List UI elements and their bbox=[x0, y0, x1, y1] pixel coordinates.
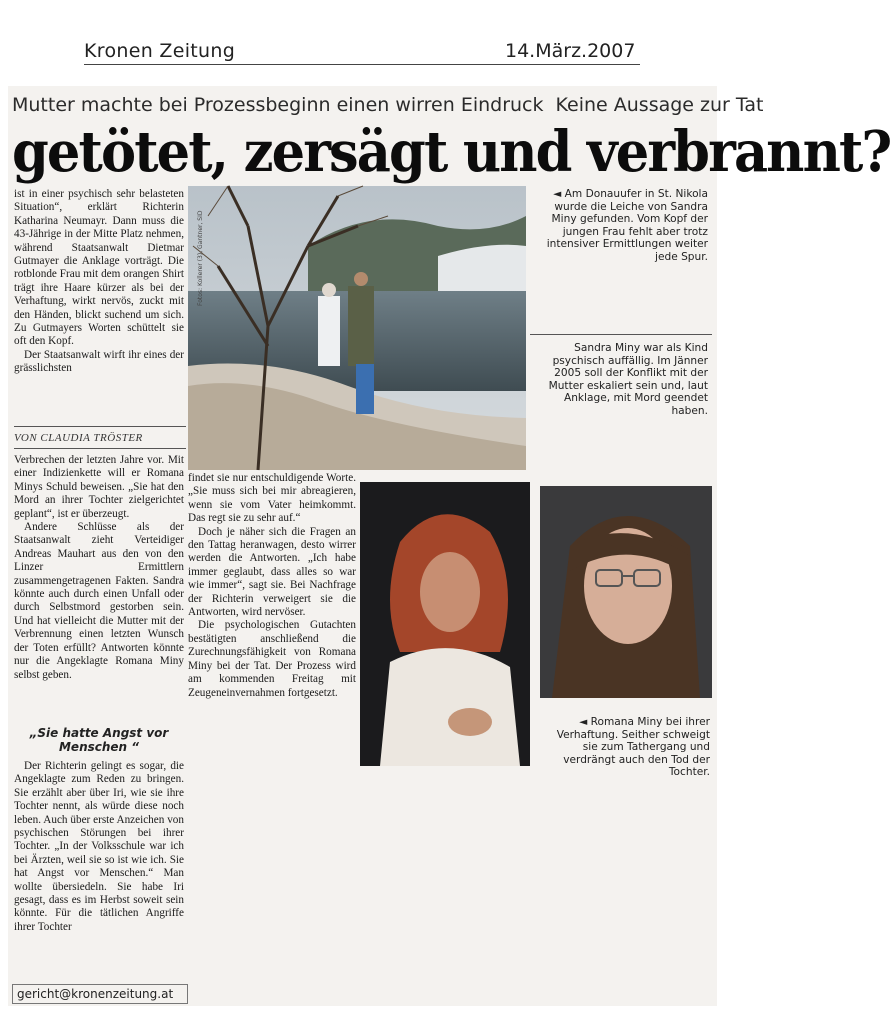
subheading: „Sie hatte Angst vor Menschen “ bbox=[29, 726, 169, 754]
article-column-1-bottom bbox=[14, 760, 184, 934]
article-column-2 bbox=[188, 472, 356, 700]
contact-email: gericht@kronenzeitung.at bbox=[12, 984, 188, 1004]
kicker-left: Mutter machte bei Prozessbeginn einen wirren Eindruck bbox=[12, 94, 544, 116]
paragraph: Der Richterin gelingt es sogar, die Angeklagte zum Reden zu bringen. Sie erzählt aber über Iri, wie sie ihre Tochter nennt, als würde diese noch leben. Auch über erste Anzeichen von psychischen Störungen bei ihrer Tochter. „In der Volksschule war ich bei Ärzten, weil sie so ist wie ich. Sie hat Angst vor Menschen.“ Man wollte übersiedeln. Sie habe Iri gesagt, dass es im Herbst soweit sein könnte. Für die tätlichen Angriffe ihrer Tochter bbox=[14, 760, 184, 933]
paragraph: Andere Schlüsse als der Staatsanwalt zieht Verteidiger Andreas Mauhart aus den von den Linzer Ermittlern zusammengetragenen Fakten. Sandra könnte auch durch einen Unfall oder durch Selbstmord gestorben sein. Und hat vielleicht die Mutter mit der Verbrennung einen letzten Wunsch der Toten erfüllt? Antworten könnte nur die Angeklagte Romana Miny selbst geben. bbox=[14, 521, 184, 681]
paragraph: Die psychologischen Gutachten bestätigten anschließend die Zurechnungsfähigkeit von Romana Miny bei der Tat. Der Prozess wird am kommenden Freitag mit Zeugeneinvernahmen fortgesetzt. bbox=[188, 619, 356, 699]
publication-date: 14.März.2007 bbox=[505, 40, 636, 62]
header-underline bbox=[84, 64, 640, 65]
photo-caption-mother: ◄ Romana Miny bei ihrer Verhaftung. Seither schweigt sie zum Tathergang und verdrängt auch den Tod der Tochter. bbox=[556, 716, 710, 779]
newspaper-name: Kronen Zeitung bbox=[84, 40, 236, 62]
photo-caption-daughter: Sandra Miny war als Kind psychisch auffällig. Im Jänner 2005 soll der Konflikt mit der Mutter eskaliert sein und, laut Anklage, mit Mord geendet haben. bbox=[548, 342, 708, 417]
byline: VON CLAUDIA TRÖSTER bbox=[14, 432, 143, 444]
article-column-1-top bbox=[14, 188, 184, 376]
article-kicker bbox=[12, 90, 764, 120]
paragraph: Verbrechen der letzten Jahre vor. Mit einer Indizienkette will er Romana Minys Schuld beweisen. „Sie hat den Mord an ihrer Tochter zielgerichtet geplant“, ist er überzeugt. bbox=[14, 454, 184, 520]
article-headline: getötet, zersägt und verbrannt? bbox=[12, 119, 890, 185]
daughter-photo bbox=[540, 486, 712, 698]
photo-credit: Fotos: Kollerer (3), Gantner, SID bbox=[197, 210, 204, 306]
paragraph: Doch je näher sich die Fragen an den Tattag heranwagen, desto wirrer werden die Antworten. „Ich habe immer geglaubt, dass alles so war wie immer“, sagt sie. Bei Nachfrage der Richterin verweigert sie die Antworten, wird nervöser. bbox=[188, 525, 356, 619]
mother-photo bbox=[360, 482, 530, 766]
riverbank-photo bbox=[188, 186, 526, 470]
kicker-right: Keine Aussage zur Tat bbox=[555, 94, 764, 116]
article-column-1-middle bbox=[14, 454, 184, 682]
paragraph: Der Staatsanwalt wirft ihr eines der grässlichsten bbox=[14, 348, 184, 375]
paragraph: findet sie nur entschuldigende Worte. „Sie muss sich bei mir abreagieren, wenn sie vom Vater heimkommt. Das regt sie zu sehr auf.“ bbox=[188, 472, 356, 525]
paragraph: ist in einer psychisch sehr belasteten Situation“, erklärt Richterin Katharina Neumayr. Dann muss die 43-Jährige in der Mitte Platz nehmen, während Staatsanwalt Dietmar Gutmayer die Anklage vorträgt. Die rotblonde Frau mit dem orangen Shirt trägt ihre Haare kürzer als bei der Verhaftung, wirkt nervös, zuckt mit den Händen, blickt suchend um sich. Zu Gutmayers Worten schüttelt sie oft den Kopf. bbox=[14, 188, 184, 348]
photo-caption-river: ◄ Am Donauufer in St. Nikola wurde die Leiche von Sandra Miny gefunden. Vom Kopf der jungen Frau fehlt aber trotz intensiver Ermittlungen weiter jede Spur. bbox=[546, 188, 708, 263]
caption-divider bbox=[530, 334, 712, 335]
byline-rule-top bbox=[14, 426, 186, 427]
byline-rule-bottom bbox=[14, 448, 186, 449]
